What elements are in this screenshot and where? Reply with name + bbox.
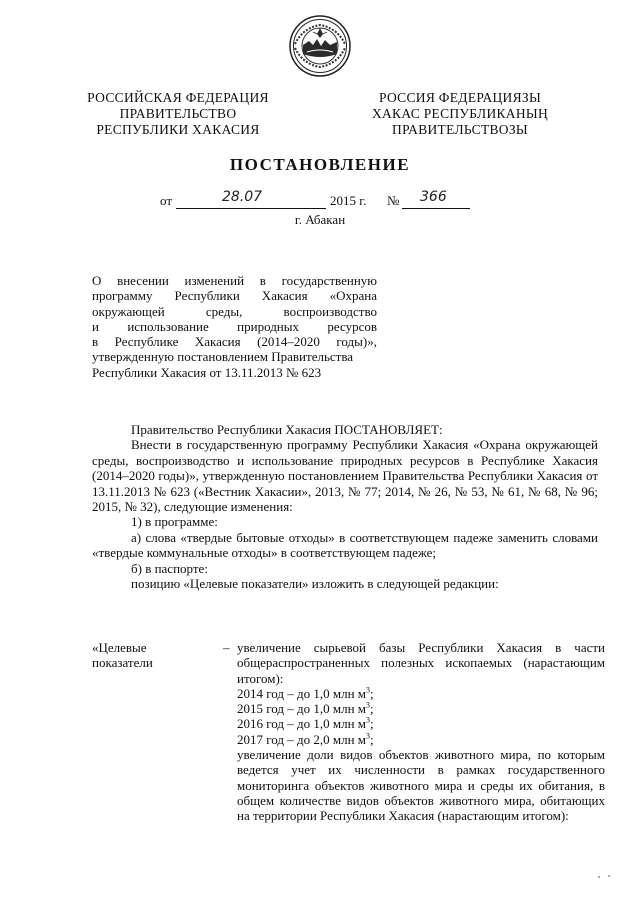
subject-line: утвержденную постановлением Правительства: [92, 349, 354, 365]
document-body: [92, 422, 598, 591]
number-label: №: [387, 193, 400, 208]
subject-line: программу Республики Хакасия «Охрана: [92, 288, 377, 304]
body-paragraph: б) в паспорте:: [131, 560, 208, 576]
body-paragraph: а) слова «твердые бытовые отходы» в соответствующем падеже заменить словами «твердые коммунальные отходы» в соответствующем падеже;: [92, 529, 598, 561]
document-title: ПОСТАНОВЛЕНИЕ: [229, 155, 411, 174]
header-left-line: РЕСПУБЛИКИ ХАКАСИЯ: [96, 122, 260, 137]
body-paragraph: позицию «Целевые показатели» изложить в следующей редакции:: [131, 576, 499, 592]
date-year: 2015 г.: [330, 193, 367, 208]
header-left-line: РОССИЙСКАЯ ФЕДЕРАЦИЯ: [87, 90, 269, 105]
city: г. Абакан: [294, 212, 346, 227]
body-paragraph: 1) в программе:: [131, 514, 218, 530]
scan-marks: [596, 873, 616, 884]
header-right: [355, 90, 565, 138]
number-underline: [402, 208, 470, 209]
targets-label: «Целевые показатели: [92, 640, 153, 671]
targets-content: [237, 640, 605, 824]
targets-intro: увеличение сырьевой базы Республики Хакасия в части общераспространенных полезных ископаемых (нарастающим итогом):: [237, 640, 605, 686]
targets-second: увеличение доли видов объектов животного мира, по которым ведется учет их численности в рамках государственного мониторинга объектов животного мира и среды их обитания, в общем количестве видов объектов животного мира, обитающих на территории Республики Хакасия (нарастающим итогом):: [237, 747, 605, 824]
coat-of-arms-emblem: [287, 14, 353, 78]
target-year-row: 2017 год – до 2,0 млн $м^3$;: [237, 731, 374, 747]
handwritten-number: 366: [420, 189, 447, 205]
target-year-row: 2016 год – до 1,0 млн $м^3$;: [237, 716, 374, 732]
date-from-label: от: [160, 193, 173, 208]
target-year-row: 2014 год – до 1,0 млн $м^3$;: [237, 685, 374, 701]
body-paragraph: Правительство Республики Хакасия ПОСТАНОВЛЯЕТ:: [131, 422, 443, 437]
header-left: [78, 90, 278, 138]
subject-block: [92, 273, 377, 380]
handwritten-date: 28.07: [222, 189, 263, 205]
subject-line: Республики Хакасия от 13.11.2013 № 623: [92, 364, 322, 380]
header-right-line: ПРАВИТЕЛЬСТВОЗЫ: [392, 122, 528, 137]
date-underline: [176, 208, 326, 209]
header-left-line: ПРАВИТЕЛЬСТВО: [119, 106, 237, 121]
target-year-row: 2015 год – до 1,0 млн $м^3$;: [237, 700, 374, 717]
subject-line: в Республике Хакасия (2014–2020 годы)»,: [92, 334, 377, 350]
header-right-line: ХАКАС РЕСПУБЛИКАНЫҢ: [371, 106, 549, 121]
header-right-line: РОССИЯ ФЕДЕРАЦИЯЗЫ: [378, 90, 542, 105]
targets-dash: –: [223, 640, 230, 655]
subject-line: окружающей среды, воспроизводство: [92, 303, 377, 319]
body-paragraph: Внести в государственную программу Республики Хакасия «Охрана окружающей среды, воспроизводство и использование природных ресурсов в Республике Хакасия (2014–2020 годы)», утвержденную постановлением Правительства Республики Хакасия от 13.11.2013 № 623 («Вестник Хакасии», 2013, № 77; 2014, № 26, № 53, № 61, № 68, № 96; 2015, № 32), следующие изменения:: [92, 437, 598, 515]
subject-line: О внесении изменений в государственную: [92, 273, 377, 288]
subject-line: и использование природных ресурсов: [92, 318, 377, 334]
